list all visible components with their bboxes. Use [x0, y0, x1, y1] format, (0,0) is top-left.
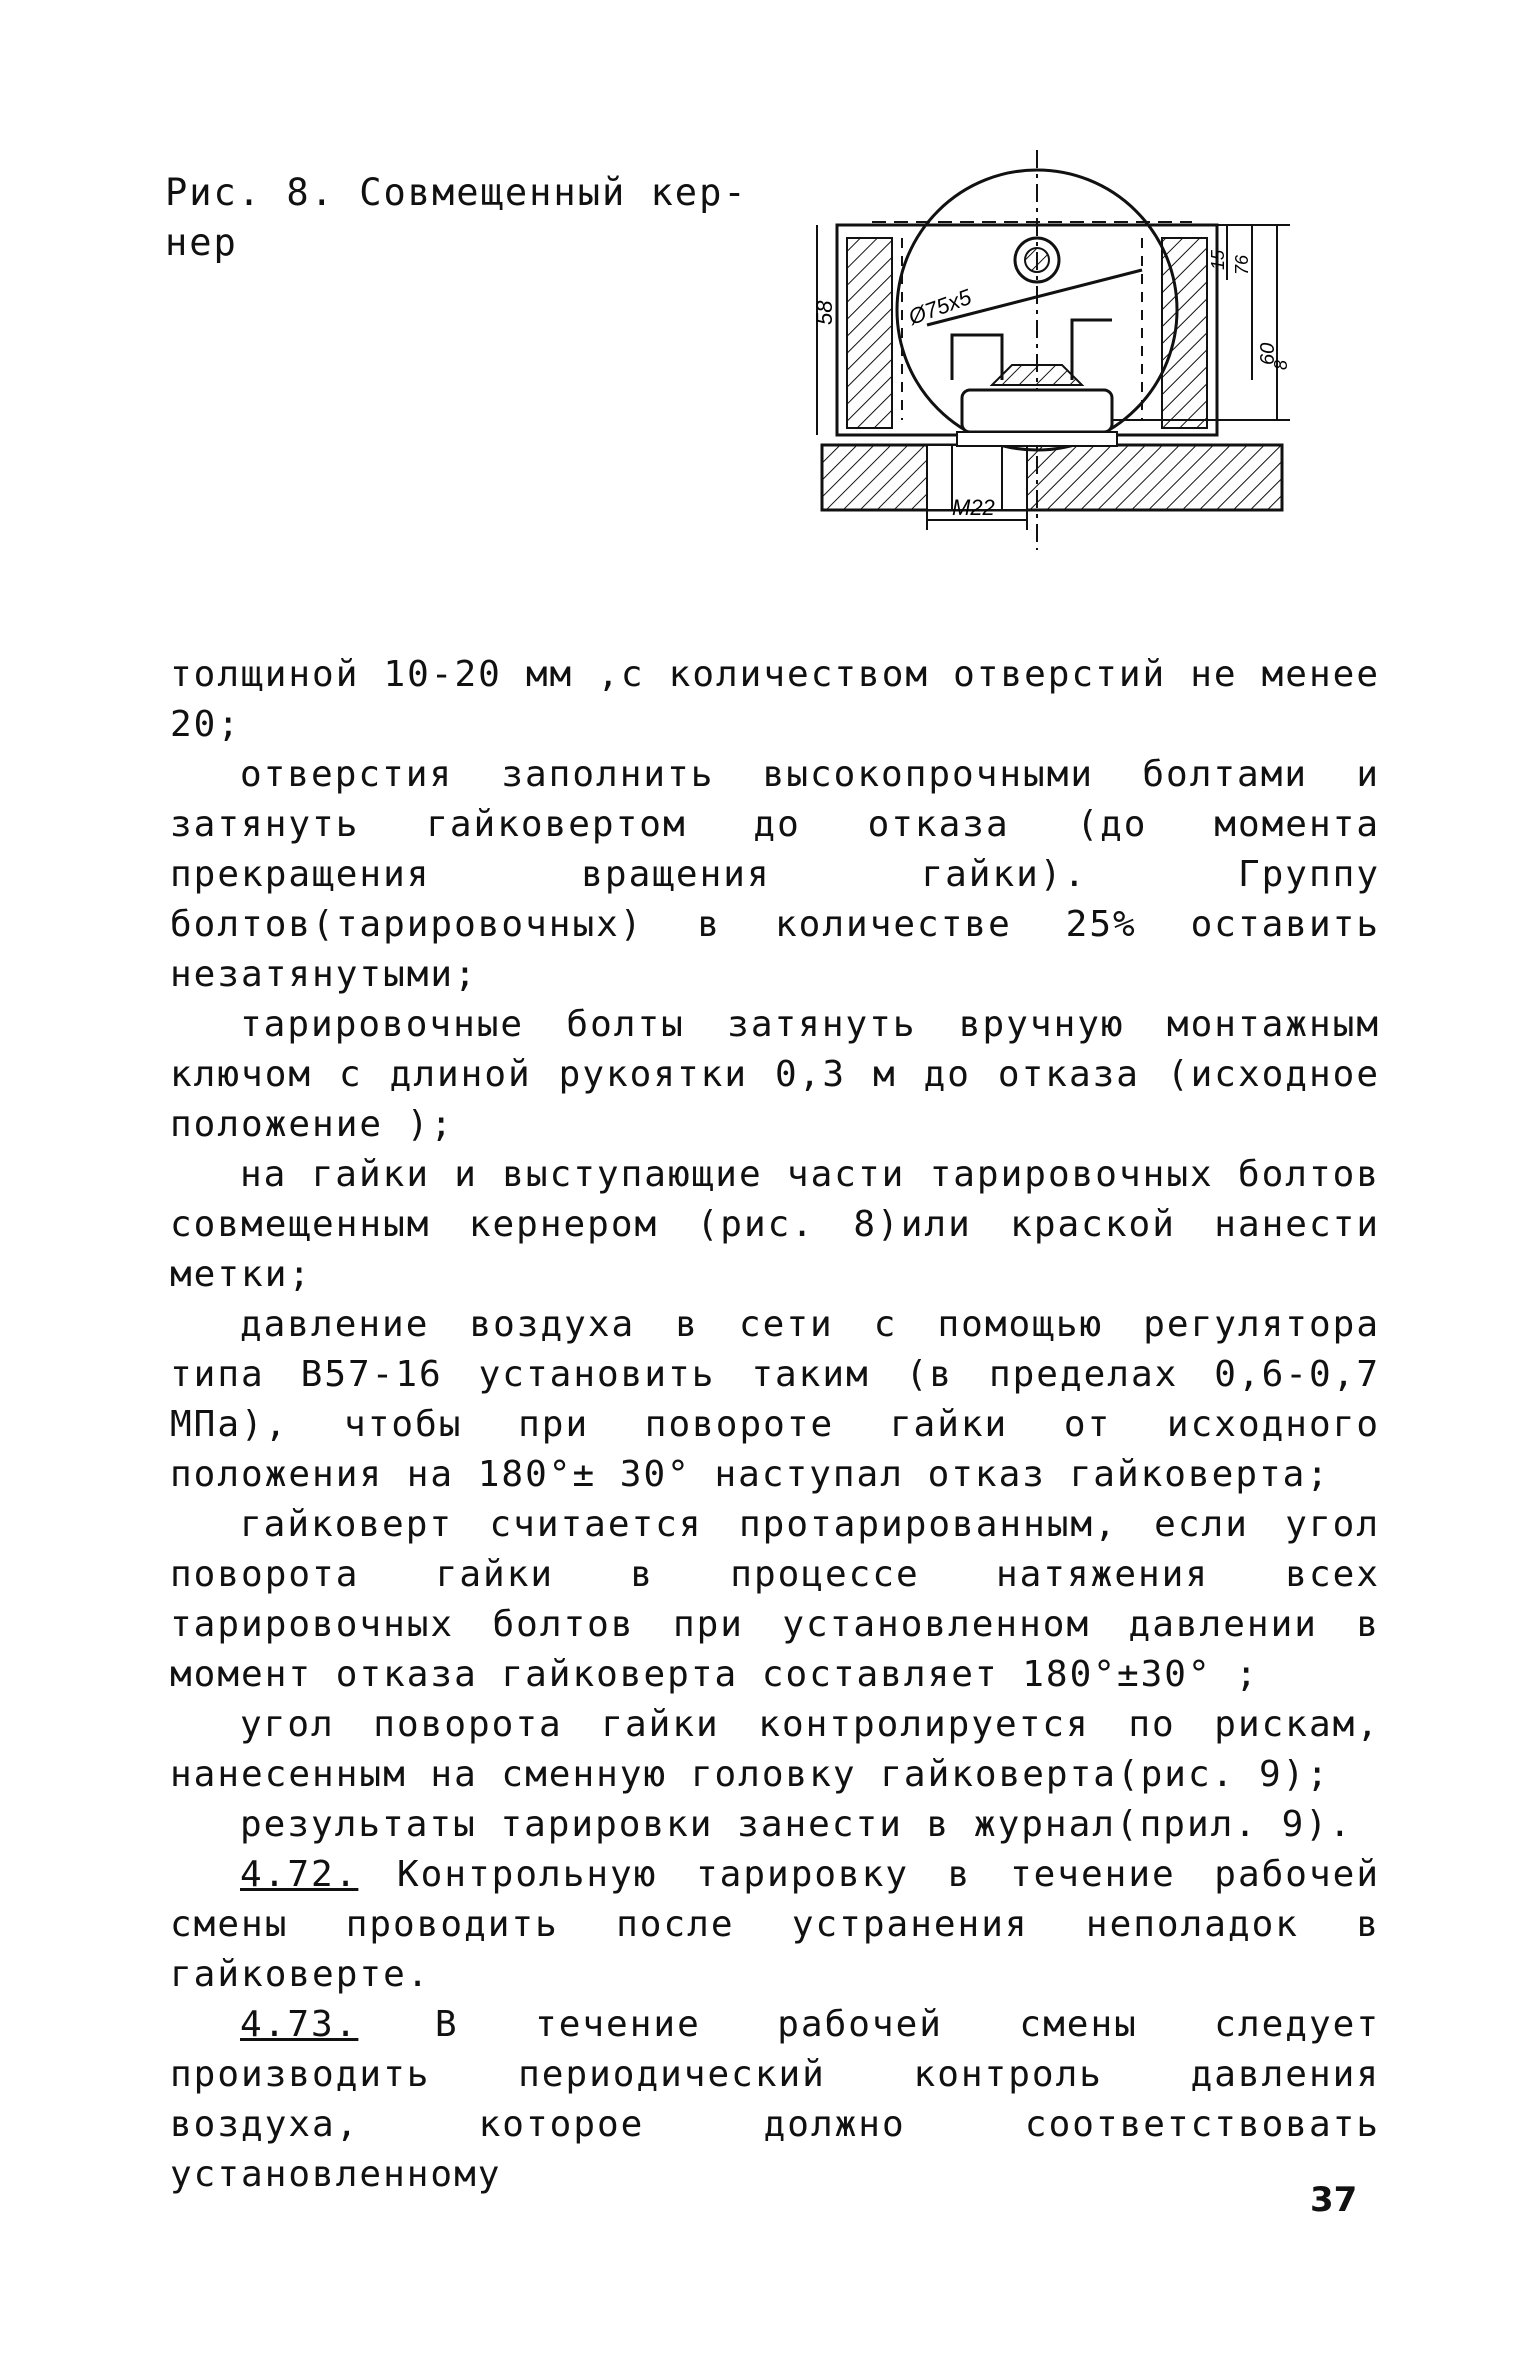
paragraph: результаты тарировки занести в журнал(прил. 9).: [240, 1804, 1353, 1845]
section-4-73: 4.73. В течение рабочей смены следует производить периодический контроль давления воздуха, которое должно соответствовать установленному: [170, 2004, 1380, 2195]
thread-label: M22: [952, 495, 995, 520]
dim-58: 58: [812, 300, 837, 325]
nut: [962, 390, 1112, 432]
section-4-72: 4.72. Контрольную тарировку в течение рабочей смены проводить после устранения неполадок в гайковерте.: [170, 1854, 1380, 1995]
technical-drawing: [812, 150, 1292, 562]
paragraph: отверстия заполнить высокопрочными болтами и затянуть гайковертом до отказа (до момента прекращения вращения гайки). Группу болтов(тарировочных) в количестве 25% оставить незатянутыми;: [170, 754, 1380, 995]
paragraph: давление воздуха в сети с помощью регулятора типа В57-16 установить таким (в пределах 0,6-0,7 МПа), чтобы при повороте гайки от исходного положения на 180°± 30° наступал отказ гайковерта;: [170, 1304, 1380, 1495]
figure-caption: Рис. 8. Совмещенный кер- нер: [165, 171, 748, 264]
page-number: 37: [1310, 2180, 1358, 2220]
paragraph: толщиной 10-20 мм ,с количеством отверстий не менее 20;: [170, 654, 1380, 745]
combined-center-punch-drawing: [812, 150, 1292, 562]
body-text: [170, 650, 1380, 2200]
section-number: 4.73.: [240, 2004, 359, 2045]
paragraph: на гайки и выступающие части тарировочных болтов совмещенным кернером (рис. 8)или краской нанести метки;: [170, 1154, 1380, 1295]
dim-76: 76: [1232, 254, 1252, 275]
paragraph: тарировочные болты затянуть вручную монтажным ключом с длиной рукоятки 0,3 м до отказа (исходное положение );: [170, 1004, 1380, 1145]
dim-60: 60: [1257, 342, 1279, 365]
section-number: 4.72.: [240, 1854, 359, 1895]
washer: [957, 432, 1117, 446]
dim-8: 8: [1271, 359, 1291, 370]
base-plate: [822, 445, 1282, 510]
paragraph: гайковерт считается протарированным, если угол поворота гайки в процессе натяжения всех тарировочных болтов при установленном давлении в момент отказа гайковерта составляет 180°±30° ;: [170, 1504, 1380, 1695]
diameter-label: Ø75x5: [905, 284, 975, 330]
left-wall: [847, 238, 892, 428]
dim-15: 15: [1208, 249, 1228, 270]
paragraph: угол поворота гайки контролируется по рискам, нанесенным на сменную головку гайковерта(рис. 9);: [170, 1704, 1380, 1795]
